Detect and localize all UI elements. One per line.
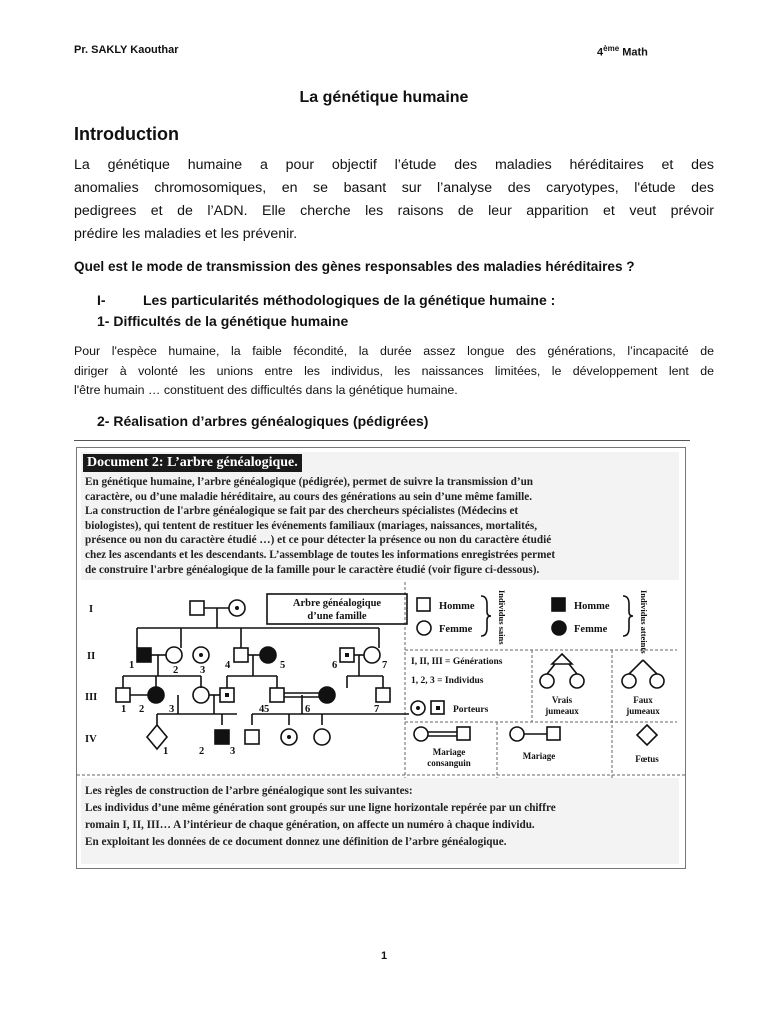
author-name: Pr. SAKLY Kaouthar bbox=[74, 44, 179, 56]
female-affected-symbol bbox=[319, 687, 335, 703]
male-affected-symbol bbox=[137, 648, 151, 662]
legend-femme-atteinte: Femme bbox=[574, 624, 608, 635]
page-number: 1 bbox=[380, 950, 388, 962]
tree-label-line-2: d’une famille bbox=[307, 611, 367, 622]
male-symbol bbox=[245, 730, 259, 744]
pedigree-diagram bbox=[77, 582, 685, 778]
separator-line bbox=[74, 440, 690, 441]
individual-number: 3 bbox=[230, 746, 236, 757]
legend-generations-key: I, II, III = Générations bbox=[411, 657, 503, 667]
intro-line: La génétique humaine a pour objectif l’étude des maladies héréditaires et des bbox=[74, 157, 714, 173]
individual-number: 6 bbox=[305, 704, 311, 715]
document-paragraph bbox=[85, 475, 677, 577]
document-2-figure bbox=[76, 447, 686, 869]
individual-number: 2 bbox=[173, 665, 179, 676]
subsection-1-title: 1- Difficultés de la génétique humaine bbox=[97, 313, 349, 329]
generation-label: III bbox=[85, 692, 98, 703]
page-title: La génétique humaine bbox=[299, 89, 469, 106]
fraternal-twins-icon bbox=[629, 660, 643, 674]
rules-line: Les individus d’une même génération sont groupés sur une ligne horizontale repérée par un chiffre bbox=[85, 802, 556, 814]
class-level-superscript: ème bbox=[603, 44, 620, 53]
legend-female-icon bbox=[417, 621, 431, 635]
marriage-icon bbox=[510, 727, 524, 741]
main-question: Quel est le mode de transmission des gènes responsables des maladies héréditaires ? bbox=[74, 259, 635, 274]
legend-male-affected-icon bbox=[552, 598, 565, 611]
individual-number: 4 bbox=[225, 660, 231, 671]
legend-porteurs: Porteurs bbox=[453, 705, 489, 715]
difficulties-paragraph bbox=[74, 342, 714, 401]
legend-female-affected-icon bbox=[552, 621, 566, 635]
identical-twins-icon bbox=[552, 654, 572, 664]
individual-number: 7 bbox=[382, 660, 388, 671]
legend-faux-jumeaux: jumeaux bbox=[626, 706, 660, 716]
intro-paragraph bbox=[74, 154, 714, 246]
generation-label: IV bbox=[85, 734, 97, 745]
intro-line: prédire les maladies et les prévenir. bbox=[74, 226, 298, 242]
legend-mariage: Mariage bbox=[522, 751, 556, 761]
intro-line: pedigrees et de l’ADN. Elle cherche les raisons de leur apparition et veut prévoir bbox=[74, 203, 714, 219]
individual-number: 6 bbox=[332, 660, 338, 671]
female-symbol bbox=[166, 647, 182, 663]
intro-heading: Introduction bbox=[74, 124, 179, 144]
legend-vrais-jumeaux: jumeaux bbox=[545, 706, 579, 716]
legend-homme: Homme bbox=[439, 601, 475, 612]
individual-number: 1 bbox=[129, 660, 135, 671]
individual-number: 1 bbox=[163, 746, 169, 757]
document-line: caractère, ou d’une maladie héréditaire, au cours des générations au sein d’une même famille. bbox=[85, 490, 533, 503]
document-rules bbox=[85, 783, 677, 851]
document-line: présence ou non du caractère étudié …) et ce pour détecter la présence ou non du caractère étudié bbox=[85, 534, 552, 547]
rules-line: romain I, II, III… A l’intérieur de chaque génération, on affecte un numéro à chaque individu. bbox=[85, 819, 535, 831]
legend-homme-atteint: Homme bbox=[574, 601, 610, 612]
difficulties-line: l'être humain … constituent des difficultés dans la génétique humaine. bbox=[74, 383, 458, 397]
individual-number: 2 bbox=[199, 746, 205, 757]
rules-line: En exploitant les données de ce document donnez une définition de l’arbre généalogique. bbox=[85, 836, 507, 848]
male-symbol bbox=[234, 648, 248, 662]
legend-mariage-consanguin-1: Mariage bbox=[432, 747, 466, 757]
legend-foetus-icon bbox=[637, 725, 657, 745]
male-symbol bbox=[270, 688, 284, 702]
generation-label: I bbox=[89, 604, 94, 615]
female-symbol bbox=[193, 687, 209, 703]
male-affected-symbol bbox=[215, 730, 229, 744]
individual-number: 5 bbox=[280, 660, 286, 671]
difficulties-line: Pour l'espèce humaine, la faible fécondité, la durée assez longue des générations, l’incapacité de bbox=[74, 344, 714, 358]
legend-mariage-consanguin-2: consanguin bbox=[427, 758, 471, 768]
individual-number: 4 bbox=[259, 704, 265, 715]
intro-line: anomalies chromosomiques, en se basant sur l’analyse des caryotypes, l'étude des bbox=[74, 180, 714, 196]
male-symbol bbox=[376, 688, 390, 702]
class-level-number: 4 bbox=[597, 46, 604, 59]
section-1-number: I- bbox=[97, 292, 106, 308]
legend-vrais: Vrais bbox=[551, 695, 573, 705]
generation-label: II bbox=[87, 651, 96, 662]
document-line: En génétique humaine, l’arbre généalogique (pédigrée), permet de suivre la transmission d’un bbox=[85, 476, 534, 488]
legend-individus-key: 1, 2, 3 = Individus bbox=[411, 676, 484, 686]
legend-brace bbox=[623, 596, 633, 636]
document-line: La construction de l'arbre généalogique se fait par des chercheurs spécialistes (Médecins et bbox=[85, 505, 519, 518]
rules-line: Les règles de construction de l’arbre généalogique sont les suivantes: bbox=[85, 785, 413, 797]
subsection-2-title: 2- Réalisation d’arbres généalogiques (pédigrées) bbox=[97, 413, 429, 429]
tree-label-line-1: Arbre généalogique bbox=[292, 598, 382, 609]
document-title: Document 2: L’arbre généalogique. bbox=[83, 454, 302, 472]
male-symbol bbox=[190, 601, 204, 615]
legend-faux: Faux bbox=[633, 695, 653, 705]
section-1-title: Les particularités méthodologiques de la génétique humaine : bbox=[143, 292, 556, 308]
legend-individus-atteints: Individus atteints bbox=[639, 590, 649, 654]
individual-number: 3 bbox=[169, 704, 175, 715]
legend-foetus: Fœtus bbox=[635, 754, 659, 764]
legend-individus-sains: Individus sains bbox=[497, 590, 507, 645]
individual-number: 1 bbox=[121, 704, 127, 715]
legend-brace bbox=[481, 596, 491, 636]
female-symbol bbox=[314, 729, 330, 745]
class-level-subject: Math bbox=[622, 46, 648, 59]
legend-male-icon bbox=[417, 598, 430, 611]
individual-number: 2 bbox=[139, 704, 145, 715]
difficulties-line: diriger à volonté les unions entre les individus, les naissances limitées, le développement lent de bbox=[74, 363, 714, 378]
individual-number: 7 bbox=[374, 704, 380, 715]
female-affected-symbol bbox=[260, 647, 276, 663]
consanguineous-marriage-icon bbox=[414, 727, 428, 741]
male-symbol bbox=[116, 688, 130, 702]
document-line: biologistes), qui tentent de restituer les événements familiaux (mariages, naissances, mortalités, bbox=[85, 519, 538, 532]
individual-number: 5 bbox=[264, 704, 270, 715]
document-line: chez les ascendants et les descendants. L’assemblage de toutes les informations enregistrées permet bbox=[85, 548, 556, 561]
female-symbol bbox=[364, 647, 380, 663]
class-level bbox=[597, 44, 648, 59]
document-line: de construire l'arbre généalogique de la famille pour le caractère étudié (voir figure ci-dessous). bbox=[85, 563, 540, 576]
individual-number: 3 bbox=[200, 665, 206, 676]
legend-femme: Femme bbox=[439, 624, 473, 635]
female-affected-symbol bbox=[148, 687, 164, 703]
